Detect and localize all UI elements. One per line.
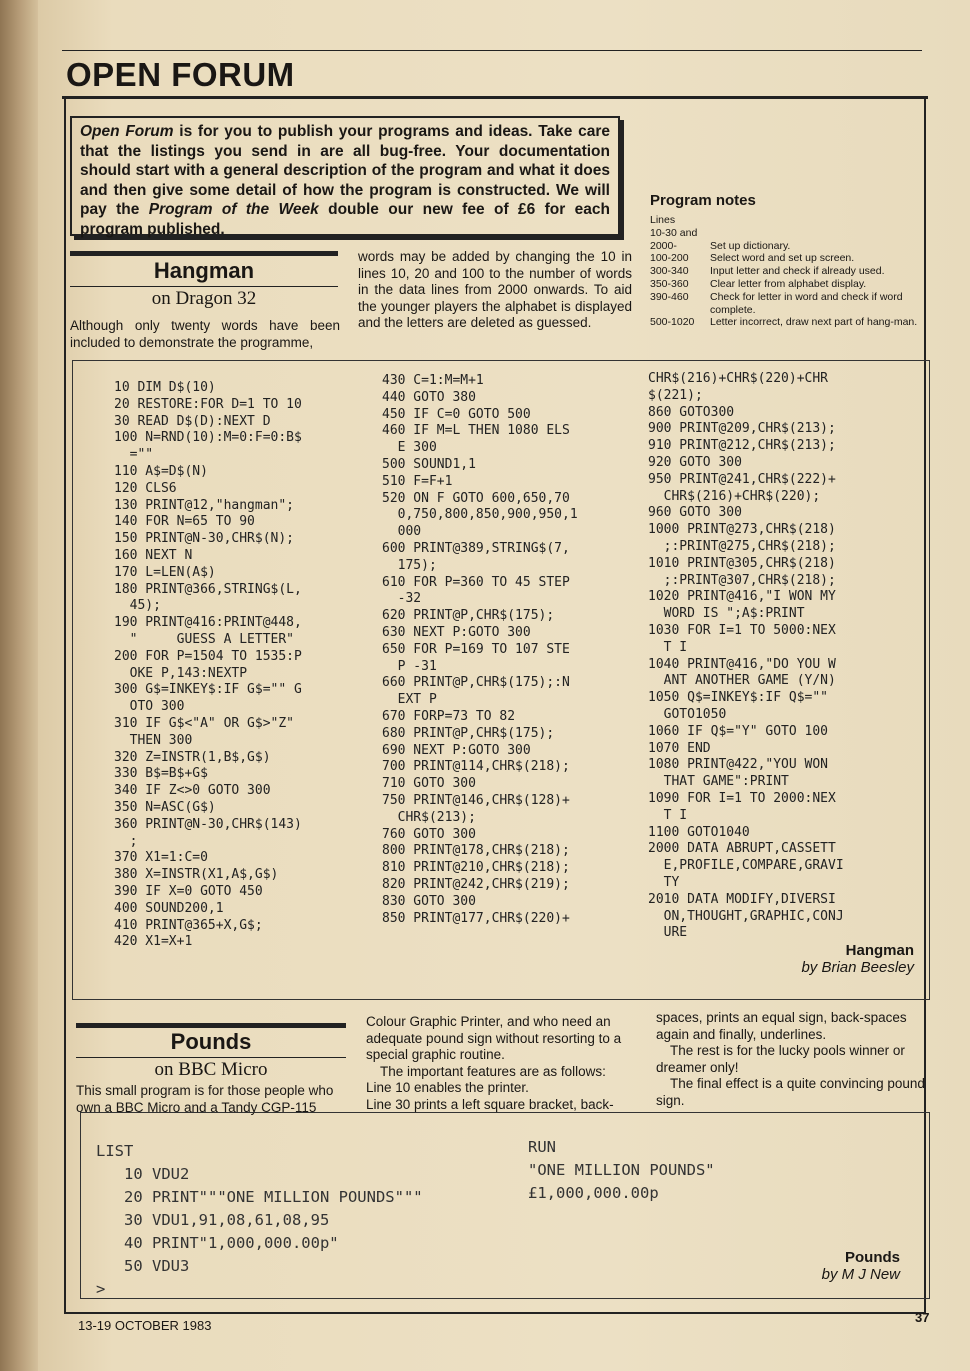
pounds-col2-para3: Line 10 enables the printer. bbox=[366, 1080, 529, 1095]
note-lines: 100-200 bbox=[650, 252, 689, 265]
note-desc: Clear letter from alphabet display. bbox=[710, 277, 867, 290]
hangman-code-col3: CHR$(216)+CHR$(220)+CHR $(221); 860 GOTO300 900 PRINT@209,CHR$(213); 910 PRINT@212,CHR$(213); 920 GOTO 300 950 PRINT@241,CHR$(222)+ CHR$(216)+CHR$(220); 960 GOTO 300 1000 PRINT@273,CHR$(218) ;:PRINT@275,CHR$(218); 1010 PRINT@305,CHR$(218) ;:PRINT@307,CHR$(218); 1020 PRINT@416,"I WON MY WORD IS ";A$:PRINT 1030 FOR I=1 TO 5000:NEX T I 1040 PRINT@416,"DO YOU W ANT ANOTHER GAME (Y/N) 1050 Q$=INKEY$:IF Q$="" GOTO1050 1060 IF Q$="Y" GOTO 100 1070 END 1080 PRINT@422,"YOU WON THAT GAME":PRINT 1090 FOR I=1 TO 2000:NEX T I 1100 GOTO1040 2000 DATA ABRUPT,CASSETT E,PROFILE,COMPARE,GRAVI TY 2010 DATA MODIFY,DIVERSI ON,THOUGHT,GRAPHIC,CONJ URE bbox=[648, 371, 844, 941]
pounds-col3-para1: spaces, prints an equal sign, back-spaces again and finally, underlines. bbox=[656, 1010, 907, 1042]
intro-text-2: double our new fee of £6 for each program published. bbox=[80, 201, 610, 238]
note-lines: 350-360 bbox=[650, 277, 689, 290]
note-row bbox=[650, 227, 930, 240]
note-lines: 10-30 and bbox=[650, 226, 698, 239]
hangman-code-col1: 10 DIM D$(10) 20 RESTORE:FOR D=1 TO 10 30 READ D$(D):NEXT D 100 N=RND(10):M=0:F=0:B$ ="" 110 A$=D$(N) 120 CLS6 130 PRINT@12,"hangman"; 140 FOR N=65 TO 90 150 PRINT@N-30,CHR$(N); 160 NEXT N 170 L=LEN(A$) 180 PRINT@366,STRING$(L, 45); 190 PRINT@416:PRINT@448, " GUESS A LETTER" 200 FOR P=1504 TO 1535:P OKE P,143:NEXTP 300 G$=INKEY$:IF G$="" G OTO 300 310 IF G$<"A" OR G$>"Z" THEN 300 320 Z=INSTR(1,B$,G$) 330 B$=B$+G$ 340 IF Z<>0 GOTO 300 350 N=ASC(G$) 360 PRINT@N-30,CHR$(143) ; 370 X1=1:C=0 380 X=INSTR(X1,A$,G$) 390 IF X=0 GOTO 450 400 SOUND200,1 410 PRINT@365+X,G$; 420 X1=X+1 bbox=[114, 380, 302, 950]
hangman-credit bbox=[700, 942, 914, 976]
pounds-code-right: RUN "ONE MILLION POUNDS" £1,000,000.00p bbox=[528, 1138, 715, 1202]
note-lines: 2000- bbox=[650, 239, 677, 252]
hangman-title: Hangman bbox=[153, 258, 255, 283]
intro-paragraph bbox=[72, 118, 618, 243]
note-desc: Set up dictionary. bbox=[710, 239, 791, 252]
pounds-thick-rule bbox=[76, 1023, 346, 1028]
hangman-credit-author: by Brian Beesley bbox=[801, 959, 914, 976]
pounds-text-col1: This small program is for those people who own a BBC Micro and a Tandy CGP-115 bbox=[76, 1083, 334, 1115]
intro-text-1: is for you to publish your programs and ideas. Take care that the listings you send in are all bug-free. Your documentation should start with a general description of the program and what it does and then give some detail of how the program is constructed. We will pay the bbox=[80, 123, 611, 218]
intro-emphasis: Program of the Week bbox=[148, 201, 319, 218]
pounds-col2-para2: The important features are as follows: bbox=[380, 1063, 606, 1079]
note-row bbox=[650, 278, 930, 291]
hangman-thin-rule bbox=[70, 286, 338, 287]
note-row bbox=[650, 265, 930, 278]
bottom-rule bbox=[64, 1312, 926, 1314]
note-desc: Select word and set up screen. bbox=[710, 252, 855, 265]
program-notes bbox=[650, 214, 930, 329]
hangman-subtitle: on Dragon 32 bbox=[151, 288, 257, 309]
issue-date: 13-19 OCTOBER 1983 bbox=[78, 1318, 212, 1333]
pounds-credit-author: by M J New bbox=[821, 1266, 900, 1283]
pounds-col2-para1: Colour Graphic Printer, and who need an adequate pound sign without resorting to a special graphic routine. bbox=[366, 1014, 622, 1062]
note-desc: Letter incorrect, draw next part of hang-man. bbox=[710, 316, 918, 329]
top-thin-rule bbox=[62, 50, 922, 51]
pounds-col3-para3: The final effect is a quite convincing pound sign. bbox=[656, 1076, 925, 1108]
title-rule bbox=[62, 96, 928, 99]
pounds-credit bbox=[700, 1249, 900, 1283]
pounds-code-left: LIST 10 VDU2 20 PRINT"""ONE MILLION POUNDS""" 30 VDU1,91,08,61,08,95 40 PRINT"1,000,000.00p" 50 VDU3 > bbox=[96, 1142, 423, 1298]
program-notes-title: Program notes bbox=[650, 192, 756, 209]
intro-lead: Open Forum bbox=[80, 123, 174, 140]
note-row bbox=[650, 316, 930, 329]
hangman-credit-title: Hangman bbox=[845, 942, 914, 959]
notes-head: Lines bbox=[650, 214, 676, 226]
note-lines: 300-340 bbox=[650, 265, 689, 278]
note-row bbox=[650, 240, 930, 253]
hangman-thick-rule bbox=[70, 251, 338, 256]
hangman-text-col2: words may be added by changing the 10 in lines 10, 20 and 100 to the number of words in the data lines from 2000 onwards. To aid the younger players the alphabet is displayed and the letters are deleted as guessed. bbox=[358, 249, 632, 330]
note-lines: 390-460 bbox=[650, 290, 689, 303]
hangman-code-col2: 430 C=1:M=M+1 440 GOTO 380 450 IF C=0 GOTO 500 460 IF M=L THEN 1080 ELS E 300 500 SOUND1,1 510 F=F+1 520 ON F GOTO 600,650,70 0,750,800,850,900,950,1 000 600 PRINT@389,STRING$(7, 175); 610 FOR P=360 TO 45 STEP -32 620 PRINT@P,CHR$(175); 630 NEXT P:GOTO 300 650 FOR P=169 TO 107 STE P -31 660 PRINT@P,CHR$(175);:N EXT P 670 FORP=73 TO 82 680 PRINT@P,CHR$(175); 690 NEXT P:GOTO 300 700 PRINT@114,CHR$(218); 710 GOTO 300 750 PRINT@146,CHR$(128)+ CHR$(213); 760 GOTO 300 800 PRINT@178,CHR$(218); 810 PRINT@210,CHR$(218); 820 PRINT@242,CHR$(219); 830 GOTO 300 850 PRINT@177,CHR$(220)+ bbox=[382, 373, 578, 926]
pounds-thin-rule bbox=[76, 1057, 346, 1058]
pounds-title: Pounds bbox=[170, 1029, 252, 1054]
note-desc: Input letter and check if already used. bbox=[710, 265, 885, 278]
pounds-col3-para2: The rest is for the lucky pools winner or dreamer only! bbox=[656, 1043, 905, 1075]
page-number: 37 bbox=[915, 1310, 930, 1325]
note-desc: Check for letter in word and check if word complete. bbox=[710, 290, 903, 316]
note-lines: 500-1020 bbox=[650, 316, 695, 329]
note-desc bbox=[710, 227, 930, 240]
note-row bbox=[650, 291, 930, 317]
left-frame-rule bbox=[64, 99, 66, 1314]
intro-box bbox=[70, 116, 620, 236]
hangman-text-col1: Although only twenty words have been included to demonstrate the programme, bbox=[70, 318, 340, 350]
pounds-text-col3 bbox=[656, 1010, 928, 1109]
pounds-text-col2 bbox=[366, 1014, 642, 1113]
note-row bbox=[650, 252, 930, 265]
pounds-subtitle: on BBC Micro bbox=[154, 1059, 268, 1080]
pounds-credit-title: Pounds bbox=[845, 1249, 900, 1266]
pounds-col2-para4: Line 30 prints a left square bracket, back- bbox=[366, 1096, 614, 1112]
section-title: OPEN FORUM bbox=[66, 56, 295, 93]
